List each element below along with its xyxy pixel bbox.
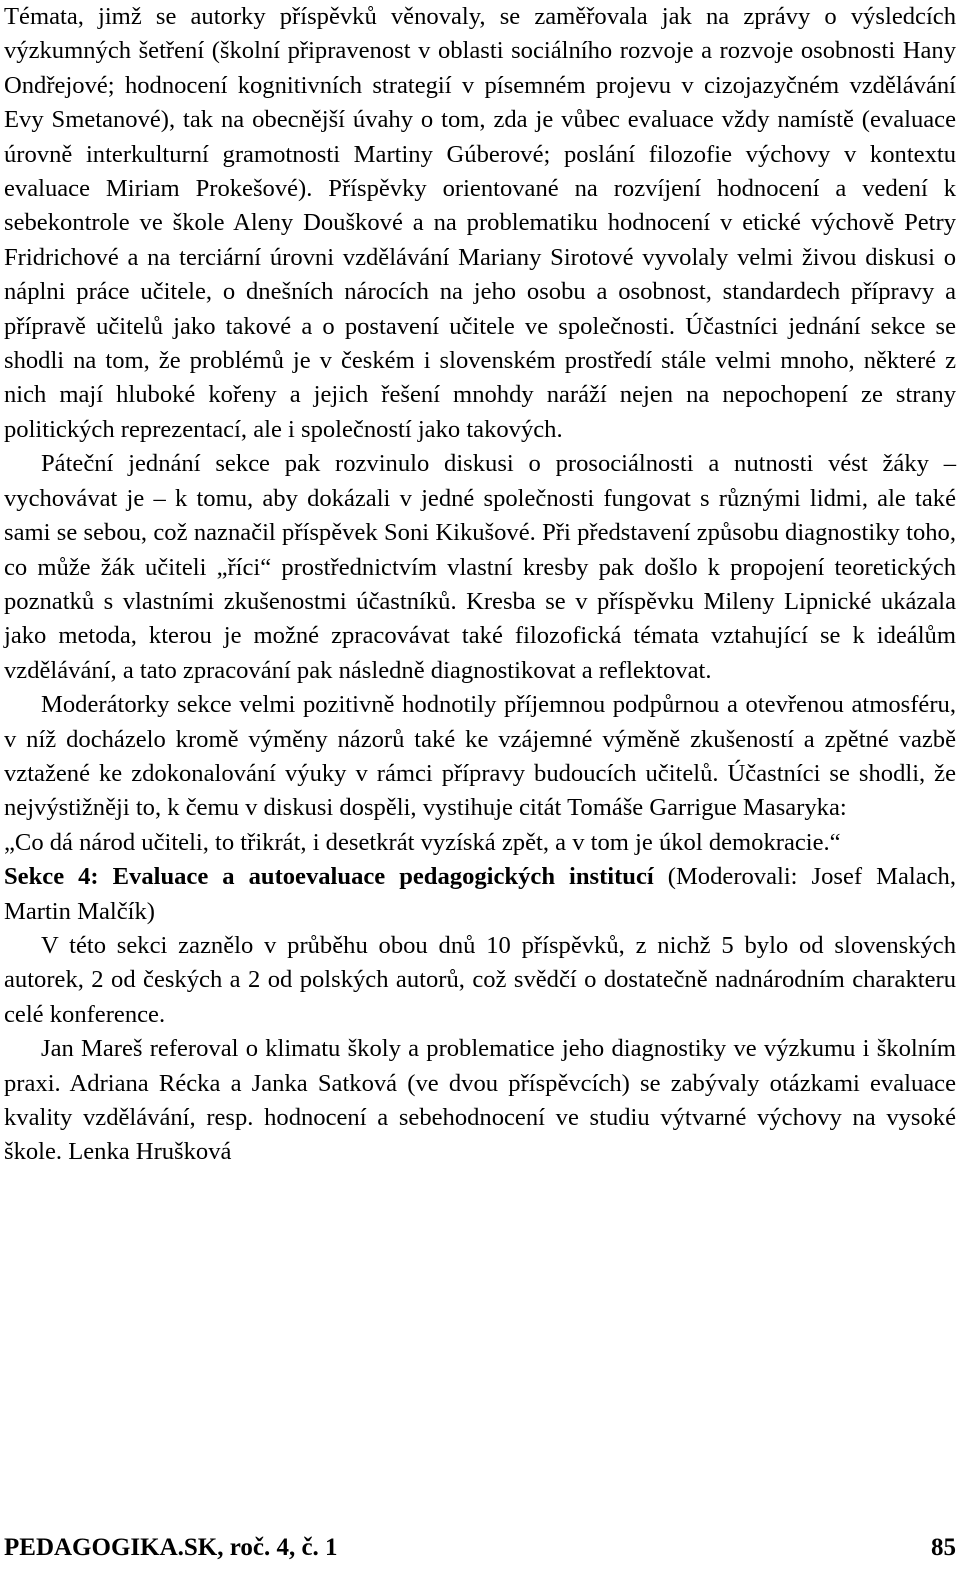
section-moderators: (Moderovali: Josef Malach, Martin Malčík) [4,863,956,925]
page-footer [4,1531,956,1565]
page-number: 85 [931,1534,956,1561]
paragraph-4: V této sekci zaznělo v průběhu obou dnů 10 příspěvků, z nichž 5 bylo od slovenských autorek, 2 od českých a 2 od polských autorů, což svědčí o dostatečně nadnárodním charakteru celé konference. [4,931,956,1028]
section-heading [4,860,956,929]
paragraph-2: Páteční jednání sekce pak rozvinulo diskusi o prosociálnosti a nutnosti vést žáky – vychovávat je – k tomu, aby dokázali v jedné společnosti fungovat s různými lidmi, ale také sami se sebou, což naznačil příspěvek Soni Kikušové. Při představení způsobu diagnostiky toho, co může žák učiteli „říci“ prostřednictvím vlastní kresby pak došlo k propojení teoretických poznatků s vlastními zkušenostmi účastníků. Kresba se v příspěvku Mileny Lipnické ukázala jako metoda, kterou je možné zpracovávat také filozofická témata vztahující se k ideálům vzdělávání, a tato zpracování pak následně diagnostikovat a reflektovat. [4,450,956,684]
section-title: Sekce 4: Evaluace a autoevaluace pedagogických institucí [4,863,654,891]
paragraph-1: Témata, jimž se autorky příspěvků věnovaly, se zaměřovala jak na zprávy o výsledcích výzkumných šetření (školní připravenost v oblasti sociálního rozvoje a rozvoje osobnosti Hany Ondřejové; hodnocení kognitivních strategií v písemném projevu v cizojazyčném vzdělávání Evy Smetanové), tak na obecnější úvahy o tom, zda je vůbec evaluace vždy namístě (evaluace úrovně interkulturní gramotnosti Martiny Gúberové; poslání filozofie výchovy v kontextu evaluace Miriam Prokešové). Příspěvky orientované na rozvíjení hodnocení a vedení k sebekontrole ve škole Aleny Douškové a na problematiku hodnocení v etické výchově Petry Fridrichové a na terciární úrovni vzdělávání Mariany Sirotové vyvolaly velmi živou diskusi o náplni práce učitele, o dnešních nárocích na jeho osobu a osobnost, standardech přípravy a přípravě učitelů jako takové a o postavení učitele ve společnosti. Účastníci jednání sekce se shodli na tom, že problémů je v českém i slovenském prostředí stále velmi mnoho, některé z nich mají hluboké kořeny a jejich řešení mnohdy naráží nejen na nepochopení ze strany politických reprezentací, ale i společností jako takových. [4,3,956,443]
paragraph-5: Jan Mareš referoval o klimatu školy a problematice jeho diagnostiky ve výzkumu i školním praxi. Adriana Récka a Janka Satková (ve dvou příspěvcích) se zabývaly otázkami evaluace kvality vzdělávání, resp. hodnocení a sebehodnocení ve studiu výtvarné výchovy na vysoké škole. Lenka Hrušková [4,1035,956,1166]
paragraph-3: Moderátorky sekce velmi pozitivně hodnotily příjemnou podpůrnou a otevřenou atmosféru, v níž docházelo kromě výměny názorů také ke vzájemné výměně zkušeností a zpětné vazbě vztažené ke zdokonalování výuky v rámci přípravy budoucích učitelů. Účastníci se shodli, že nejvýstižněji to, k čemu v diskusi dospěli, vystihuje citát Tomáše Garrigue Masaryka: [4,691,956,822]
main-text [4,0,956,1170]
journal-citation: PEDAGOGIKA.SK, roč. 4, č. 1 [4,1534,338,1561]
masaryk-quote: „Co dá národ učiteli, to třikrát, i desetkrát vyzíská zpět, a v tom je úkol demokracie.“ [4,828,841,856]
